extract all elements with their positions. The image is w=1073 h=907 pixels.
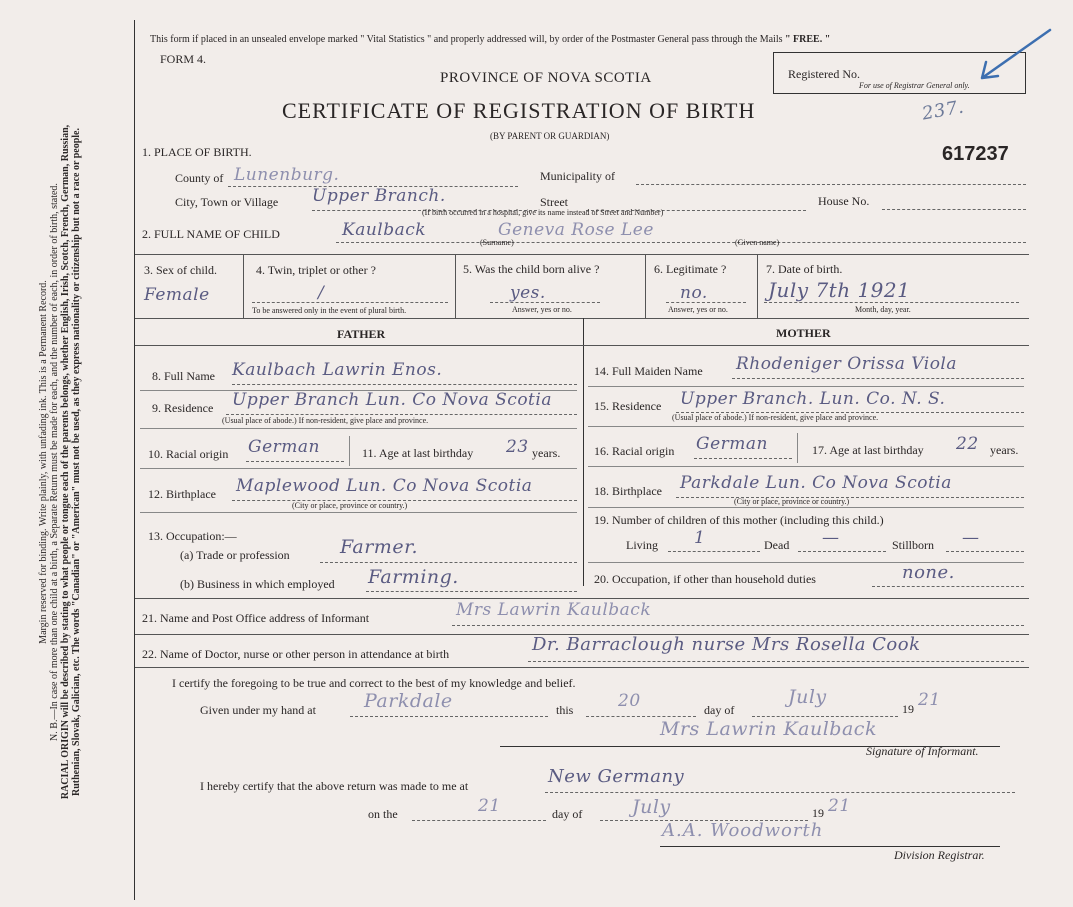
onthe-label: on the bbox=[368, 807, 398, 821]
place-of-birth-heading: 1. PLACE OF BIRTH. bbox=[142, 145, 252, 159]
father-name-label: 8. Full Name bbox=[152, 369, 215, 383]
alive-note: Answer, yes or no. bbox=[512, 305, 572, 314]
date-note: Month, day, year. bbox=[855, 305, 911, 314]
form-number: FORM 4. bbox=[160, 52, 207, 66]
twin-note: To be answered only in the event of plural birth. bbox=[252, 306, 407, 315]
father-residence-value: Upper Branch Lun. Co Nova Scotia bbox=[232, 390, 552, 410]
date-value: July 7th 1921 bbox=[768, 278, 911, 302]
father-trade-value: Farmer. bbox=[340, 536, 419, 558]
doctor-label: 22. Name of Doctor, nurse or other person in attendance at birth bbox=[142, 647, 450, 661]
given-place: Parkdale bbox=[364, 690, 453, 712]
certificate-title: CERTIFICATE OF REGISTRATION OF BIRTH bbox=[282, 98, 756, 123]
county-value: Lunenburg. bbox=[234, 165, 340, 185]
mother-occupation-value: none. bbox=[902, 562, 955, 583]
margin-note-1: Margin reserved for binding. Write plainly, with unfading ink. This is a Permanent Record. bbox=[38, 280, 49, 644]
mother-occupation-label: 20. Occupation, if other than household duties bbox=[594, 572, 816, 586]
alive-value: yes. bbox=[510, 283, 546, 303]
dayof-label: day of bbox=[704, 703, 735, 717]
mail-notice-text: This form if placed in an unsealed envelope marked " Vital Statistics " and properly addressed will, by order of the Postmaster General pass through the Mails bbox=[150, 34, 783, 45]
margin-note-2: N. B.—In case of more than one child at a birth, a Separate Return must be made for each, and the number of each, in order of birth, stated. bbox=[49, 183, 60, 741]
informant-signature: Mrs Lawrin Kaulback bbox=[660, 718, 877, 740]
dead-value: — bbox=[822, 528, 840, 548]
given-note: (Given name) bbox=[735, 238, 780, 247]
father-name-value: Kaulbach Lawrin Enos. bbox=[232, 360, 443, 380]
child-name-label: 2. FULL NAME OF CHILD bbox=[142, 227, 280, 241]
mother-children-label: 19. Number of children of this mother (including this child.) bbox=[594, 513, 884, 527]
date-label: 7. Date of birth. bbox=[766, 262, 843, 276]
margin-notes bbox=[38, 62, 82, 862]
father-business-label: (b) Business in which employed bbox=[180, 577, 335, 591]
certify-statement: I certify the foregoing to be true and correct to the best of my knowledge and belief. bbox=[172, 676, 576, 690]
registrar-year-prefix: 19 bbox=[812, 806, 824, 820]
father-birthplace-value: Maplewood Lun. Co Nova Scotia bbox=[236, 476, 533, 496]
year-value: 21 bbox=[918, 690, 941, 710]
twin-value: / bbox=[318, 283, 325, 303]
mother-race-label: 16. Racial origin bbox=[594, 444, 675, 458]
registrar-year: 21 bbox=[828, 796, 851, 816]
registrar-statement: I hereby certify that the above return was made to me at bbox=[200, 779, 469, 793]
father-occupation-label: 13. Occupation:— bbox=[148, 529, 237, 543]
registrar-signature: A.A. Woodworth bbox=[662, 820, 824, 841]
mother-heading: MOTHER bbox=[776, 326, 831, 340]
margin-note-3: RACIAL ORIGIN will be described by stating to what people or tongue each of the parents belongs, whether English, Irish, Scotch, French, German, Russian, bbox=[60, 124, 71, 800]
mother-birthplace-value: Parkdale Lun. Co Nova Scotia bbox=[680, 473, 952, 493]
certificate-subtitle: (BY PARENT OR GUARDIAN) bbox=[490, 131, 610, 141]
registered-label: Registered No. bbox=[788, 67, 860, 81]
legitimate-value: no. bbox=[680, 283, 708, 303]
father-years-label: years. bbox=[532, 446, 561, 460]
mother-residence-note: (Usual place of abode.) If non-resident, give place and province. bbox=[672, 413, 879, 422]
hospital-note: (If birth occurred in a hospital, give its name instead of Street and Number) bbox=[422, 208, 664, 217]
province-heading: PROVINCE OF NOVA SCOTIA bbox=[440, 70, 652, 86]
mother-residence-value: Upper Branch. Lun. Co. N. S. bbox=[680, 389, 946, 409]
city-label: City, Town or Village bbox=[175, 195, 279, 209]
mother-residence-label: 15. Residence bbox=[594, 399, 662, 413]
margin-note-4: Ruthenian, Slovak, Galician, etc. The words "Canadian" or "American" must not be used, as they express nationality or citizenship but not a race or people. bbox=[71, 128, 82, 796]
sex-label: 3. Sex of child. bbox=[144, 263, 217, 277]
this-label: this bbox=[556, 703, 574, 717]
check-mark-icon bbox=[970, 26, 1055, 86]
sex-value: Female bbox=[144, 285, 210, 305]
stillborn-value: — bbox=[962, 528, 980, 548]
doctor-value: Dr. Barraclough nurse Mrs Rosella Cook bbox=[532, 634, 921, 655]
registrar-month: July bbox=[632, 796, 671, 818]
father-race-value: German bbox=[248, 437, 320, 457]
alive-label: 5. Was the child born alive ? bbox=[463, 262, 600, 276]
father-birthplace-label: 12. Birthplace bbox=[148, 487, 216, 501]
mother-birthplace-note: (City or place, province or country.) bbox=[734, 497, 850, 506]
city-value: Upper Branch. bbox=[312, 186, 446, 206]
registered-number: 237. bbox=[920, 96, 966, 125]
father-age-label: 11. Age at last birthday bbox=[362, 446, 474, 460]
mother-age-label: 17. Age at last birthday bbox=[812, 443, 924, 457]
father-residence-label: 9. Residence bbox=[152, 401, 214, 415]
child-surname: Kaulback bbox=[342, 220, 427, 240]
father-birthplace-note: (City or place, province or country.) bbox=[292, 501, 408, 510]
father-business-value: Farming. bbox=[368, 566, 459, 588]
registrar-label: Division Registrar. bbox=[894, 848, 985, 862]
registered-note: For use of Registrar General only. bbox=[859, 81, 970, 90]
mother-race-value: German bbox=[696, 434, 768, 454]
certificate-number: 617237 bbox=[942, 143, 1009, 165]
living-value: 1 bbox=[694, 528, 706, 548]
father-trade-label: (a) Trade or profession bbox=[180, 548, 290, 562]
street-label: Street bbox=[540, 195, 568, 209]
legitimate-label: 6. Legitimate ? bbox=[654, 262, 727, 276]
twin-label: 4. Twin, triplet or other ? bbox=[256, 263, 376, 277]
margin-rule bbox=[134, 20, 135, 900]
mail-notice bbox=[150, 34, 830, 45]
mother-name-label: 14. Full Maiden Name bbox=[594, 364, 703, 378]
dead-label: Dead bbox=[764, 538, 790, 552]
mother-birthplace-label: 18. Birthplace bbox=[594, 484, 662, 498]
father-heading: FATHER bbox=[337, 327, 386, 341]
free-label: " FREE. " bbox=[785, 34, 831, 45]
mother-years-label: years. bbox=[990, 443, 1019, 457]
father-race-label: 10. Racial origin bbox=[148, 447, 229, 461]
year-prefix: 19 bbox=[902, 702, 914, 716]
given-label: Given under my hand at bbox=[200, 703, 316, 717]
father-residence-note: (Usual place of abode.) If non-resident, give place and province. bbox=[222, 416, 429, 425]
registrar-place: New Germany bbox=[548, 766, 685, 787]
mother-name-value: Rhodeniger Orissa Viola bbox=[736, 354, 957, 374]
registrar-day: 21 bbox=[478, 796, 501, 816]
legitimate-note: Answer, yes or no. bbox=[668, 305, 728, 314]
living-label: Living bbox=[626, 538, 658, 552]
informant-value: Mrs Lawrin Kaulback bbox=[456, 600, 652, 620]
registrar-dayof-label: day of bbox=[552, 807, 583, 821]
municipality-label: Municipality of bbox=[540, 169, 615, 183]
mother-age-value: 22 bbox=[956, 434, 979, 454]
county-label: County of bbox=[175, 171, 224, 185]
stillborn-label: Stillborn bbox=[892, 538, 935, 552]
signature-label: Signature of Informant. bbox=[866, 744, 979, 758]
house-label: House No. bbox=[818, 194, 870, 208]
day-value: 20 bbox=[618, 691, 641, 711]
surname-note: (Surname) bbox=[480, 238, 514, 247]
father-age-value: 23 bbox=[506, 437, 529, 457]
child-given-name: Geneva Rose Lee bbox=[498, 220, 654, 240]
month-value: July bbox=[788, 686, 827, 708]
informant-label: 21. Name and Post Office address of Informant bbox=[142, 611, 370, 625]
